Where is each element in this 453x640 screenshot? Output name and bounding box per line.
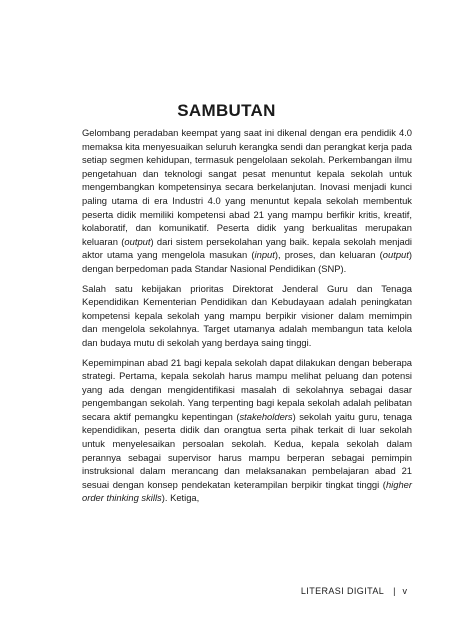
text-run: ) dari sistem persekolahan yang baik. kepala sekolah menjadi aktor utama yang mengelola masukan ( (82, 235, 412, 261)
italic-term: output (124, 235, 151, 247)
paragraph-2 (82, 282, 412, 350)
page-title: SAMBUTAN (177, 101, 276, 121)
italic-term: output (382, 249, 409, 261)
text-run: Gelombang peradaban keempat yang saat ini dikenal dengan era pendidik 4.0 memaksa kita menyesuaikan seluruh kerangka sendi dan perangkat kerja pada setiap segmen kehidupan, termasuk pengelolaan sekolah. Perkembangan ilmu pengetahuan dan teknologi sangat pesat menuntut kepala sekolah untuk mengembangkan kompetensinya secara berkelanjutan. Inovasi menjadi kunci paling utama di era Industri 4.0 yang menuntut kepala sekolah membentuk peserta didik memiliki kompetensi abad 21 yang mampu berfikir kritis, kreatif, kolaboratif, dan komunikatif. Peserta didik yang berkualitas merupakan keluaran ( (82, 127, 412, 247)
text-run: ), proses, dan keluaran ( (274, 249, 383, 261)
italic-term: input (254, 249, 275, 261)
italic-term: stakeholders (239, 410, 293, 422)
text-run: Salah satu kebijakan prioritas Direktorat Jenderal Guru dan Tenaga Kependidikan Kementerian Pendidikan dan Kebudayaan adalah peningkatan kompetensi kepala sekolah yang mampu berpikir visioner dalam memimpin dan mengelola sekolahnya. Target utamanya adalah membangun tata kelola dan budaya mutu di sekolah yang berdaya saing tinggi. (82, 282, 412, 348)
paragraph-3 (82, 356, 412, 506)
footer-book-title: LITERASI DIGITAL (300, 586, 385, 596)
footer-separator: | (393, 586, 396, 596)
text-run: ) sekolah yaitu guru, tenaga kependidikan, peserta didik dan orangtua serta pihak terkait di luar sekolah untuk menyelesaikan persoalan sekolah. Kedua, kepala sekolah dalam perannya sebagai supervisor harus mampu berperan sebagai pemimpin instruksional dalam merancang dan melaksanakan pembelajaran abad 21 sesuai dengan konsep pendekatan keterampilan berpikir tingkat tinggi ( (82, 410, 412, 490)
text-run: Kepemimpinan abad 21 bagi kepala sekolah dapat dilakukan dengan beberapa strategi. Pertama, kepala sekolah harus mampu melihat peluang dan potensi yang ada dengan mengidentifikasi masalah di sekolahnya sebagai dasar pengembangan sekolah. Yang terpenting bagi kepala sekolah adalah pelibatan secara aktif pemangku kepentingan ( (82, 356, 412, 422)
italic-term: higher order thinking skills (82, 478, 412, 504)
page-number: v (402, 586, 407, 596)
text-run: ). Ketiga, (161, 492, 200, 504)
page-footer (301, 586, 407, 596)
paragraph-1 (82, 126, 412, 276)
body-text (82, 126, 412, 505)
text-run: ) dengan berpedoman pada Standar Nasional Pendidikan (SNP). (82, 249, 412, 274)
